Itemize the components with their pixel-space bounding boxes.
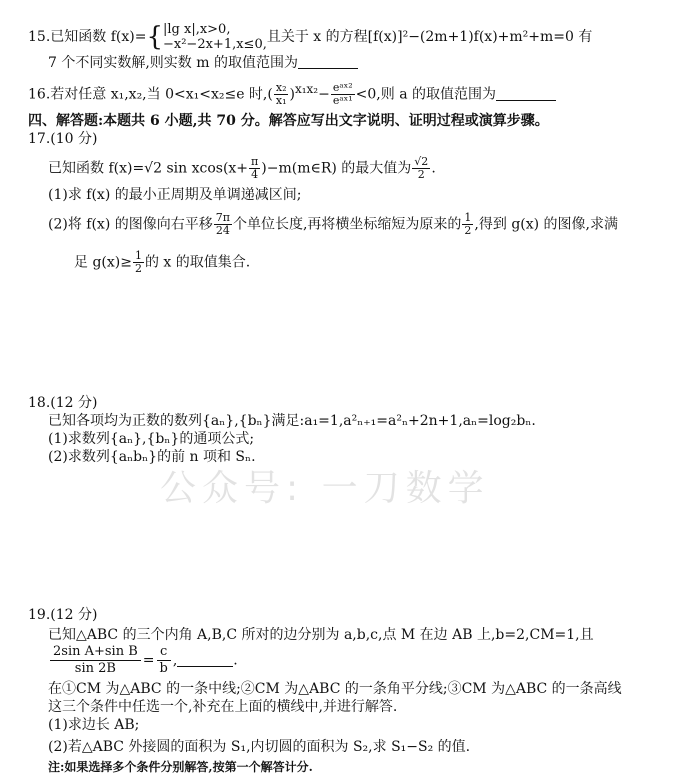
q17-one-half: $\frac{1}{2}$ bbox=[134, 249, 142, 275]
q15-piecewise bbox=[163, 22, 267, 52]
q17-head: 17.(10 分) bbox=[28, 131, 98, 147]
q15-line2 bbox=[48, 54, 678, 72]
q15-tail: 且关于 x 的方程[f(x)]²−(2m+1)f(x)+m²+m=0 有 bbox=[266, 29, 593, 45]
q19-part1: (1)求边长 AB; bbox=[48, 717, 140, 733]
q17-max-value: $\frac{√2}{2}$ bbox=[414, 155, 429, 181]
q19-head: 19.(12 分) bbox=[28, 607, 98, 623]
watermark: 公众号: 一刀数学 bbox=[160, 468, 490, 509]
q17-pi-over-4: $\frac{\pi}{4}$ bbox=[251, 155, 259, 181]
q17-line1: 已知函数 f(x)=√2 sin xcos(x+ $\frac{\pi}{4}$ )−m(m∈R) 的最大值为 $\frac{√2}{2}$ . bbox=[48, 155, 436, 181]
q19-line3: 在①CM 为△ABC 的一条中线;②CM 为△ABC 的一条角平分线;③CM 为△ABC 的一条高线 bbox=[48, 681, 622, 697]
q15-line1: 15.已知函数 f(x)={ |lg x|,x>0, −x²−2x+1,x≤0, 且关于 x 的方程[f(x)]²−(2m+1)f(x)+m²+m=0 有 bbox=[28, 22, 593, 52]
q19-lhs-fraction: $\frac{\text{2sin A+sin B}}{\sin 2B}$ bbox=[50, 644, 141, 677]
q17-half: $\frac{1}{2}$ bbox=[464, 211, 472, 237]
q17-part2: (2)将 f(x) 的图像向右平移 $\frac{7\pi}{24}$ 个单位长度,再将横坐标缩短为原来的 $\frac{1}{2}$ ,得到 g(x) 的图像,求满 bbox=[48, 211, 619, 237]
q16-answer-blank bbox=[496, 100, 556, 101]
q19-rhs-fraction: $\frac{c}{b}$ bbox=[157, 644, 171, 677]
section-4-heading: 四、解答题:本题共 6 小题,共 70 分。解答应写出文字说明、证明过程或演算步骤。 bbox=[28, 113, 549, 129]
q16-tail: <0,则 a 的取值范围为 bbox=[355, 86, 497, 103]
q16-exp-ratio: $\frac{\text{eᵃˣ²}}{\text{eᵃˣ¹}}$ bbox=[332, 81, 353, 108]
q16-ratio: $\frac{\text{x₂}}{\text{x₁}}$ bbox=[275, 81, 287, 108]
q17-shift: $\frac{7\pi}{24}$ bbox=[215, 211, 230, 237]
q18-part1: (1)求数列{aₙ},{bₙ}的通项公式; bbox=[48, 431, 255, 447]
q16-exponent: x₁x₂ bbox=[294, 82, 319, 96]
q19-line4: 这三个条件中任选一个,补充在上面的横线中,并进行解答. bbox=[48, 699, 398, 715]
q16-line: 16.若对任意 x₁,x₂,当 0<x₁<x₂≤e 时,( $\frac{\text{x₂}}{\text{x₁}}$ )$^{x_1x_2}$− $\frac{\text{eᵃˣ²}}{\text{eᵃˣ¹}}$ <0,则 a 的取值范围为 bbox=[28, 80, 678, 107]
q19-note: 注:如果选择多个条件分别解答,按第一个解答计分. bbox=[48, 760, 313, 774]
q17-part2-cont: 足 g(x)≥ $\frac{1}{2}$ 的 x 的取值集合. bbox=[74, 249, 251, 275]
q19-part2: (2)若△ABC 外接圆的面积为 S₁,内切圆的面积为 S₂,求 S₁−S₂ 的值. bbox=[48, 739, 471, 755]
q19-condition-blank bbox=[177, 666, 233, 667]
q19-condition: $\frac{\text{2sin A+sin B}}{\sin 2B}$ = $\frac{c}{b}$ , . bbox=[48, 644, 678, 677]
q17-part1: (1)求 f(x) 的最小正周期及单调递减区间; bbox=[48, 187, 302, 203]
q18-part2: (2)求数列{aₙbₙ}的前 n 项和 Sₙ. bbox=[48, 449, 256, 465]
q15-answer-blank bbox=[298, 68, 358, 69]
q18-line1: 已知各项均为正数的数列{aₙ},{bₙ}满足:a₁=1,a²ₙ₊₁=a²ₙ+2n+1,aₙ=log₂bₙ. bbox=[48, 413, 536, 429]
q19-line1: 已知△ABC 的三个内角 A,B,C 所对的边分别为 a,b,c,点 M 在边 AB 上,b=2,CM=1,且 bbox=[48, 627, 594, 643]
q15-line2-text: 7 个不同实数解,则实数 m 的取值范围为 bbox=[48, 55, 298, 71]
q15-case2: −x²−2x+1,x≤0, bbox=[163, 37, 267, 52]
q16-lead: 16.若对任意 x₁,x₂,当 0<x₁<x₂≤e 时, bbox=[28, 86, 268, 103]
q15-case1: |lg x|,x>0, bbox=[163, 22, 231, 37]
q15-lead: 15.已知函数 f(x)= bbox=[28, 29, 147, 45]
q18-head: 18.(12 分) bbox=[28, 395, 98, 411]
